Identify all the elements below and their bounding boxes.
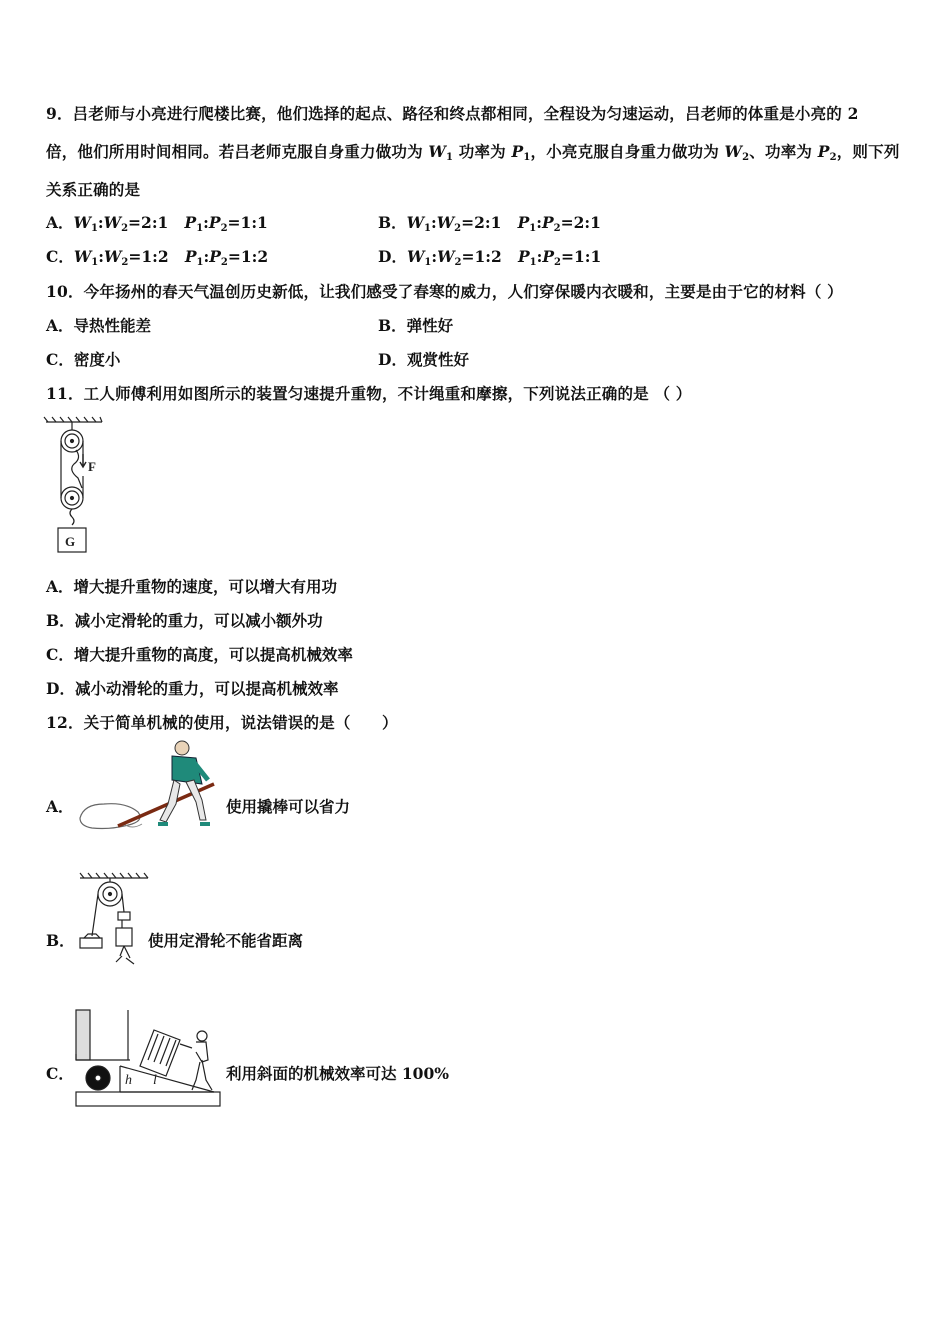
q10-option-d[interactable]: D．观赏性好 [378, 350, 469, 369]
q10-stem: 10．今年扬州的春天气温创历史新低，让我们感受了春寒的威力，人们穿保暖内衣暖和，主要是由于它的材料（ ） [46, 282, 843, 301]
q9-option-c[interactable]: C．$W_1:W_2=1:2$ $P_1:P_2=1:2$ [46, 247, 269, 268]
q11-option-d[interactable]: D．减小动滑轮的重力，可以提高机械效率 [46, 679, 339, 698]
q9-stem-line2: 倍，他们所用时间相同。若吕老师克服自身重力做功为 $W_1$ 功率为 $P_1$，小亮克服自身重力做功为 $W_2$、功率为 $P_2$，则下列 [46, 142, 900, 163]
q12-length-label: l [153, 1073, 157, 1088]
q10-option-a[interactable]: A．导热性能差 [46, 316, 152, 335]
q9-option-b[interactable]: B．$W_1:W_2=2:1$ $P_1:P_2=2:1$ [378, 213, 601, 234]
q12-option-a-text: 使用撬棒可以省力 [226, 797, 351, 816]
q9-stem-line3: 关系正确的是 [46, 180, 141, 199]
q12-option-c-label[interactable]: C． [46, 1064, 74, 1083]
q10-option-b[interactable]: B．弹性好 [378, 316, 454, 335]
q12-option-a-label[interactable]: A． [46, 797, 74, 816]
q12-fixed-pulley-figure [74, 872, 154, 976]
q12-option-b-label[interactable]: B． [46, 931, 75, 950]
q11-stem: 11．工人师傅利用如图所示的装置匀速提升重物，不计绳重和摩擦，下列说法正确的是 （ ） [46, 384, 692, 403]
q12-height-label: h [125, 1073, 132, 1088]
q10-option-c[interactable]: C．密度小 [46, 350, 121, 369]
q11-option-a[interactable]: A．增大提升重物的速度，可以增大有用功 [46, 577, 338, 596]
q11-option-b[interactable]: B．减小定滑轮的重力，可以减小额外功 [46, 611, 323, 630]
q12-option-c-text: 利用斜面的机械效率可达 100% [226, 1064, 449, 1083]
q9-option-d[interactable]: D．$W_1:W_2=1:2$ $P_1:P_2=1:1$ [378, 247, 602, 268]
q9-stem-line1: 9．吕老师与小亮进行爬楼比赛，他们选择的起点、路径和终点都相同，全程设为匀速运动，吕老师的体重是小亮的 2 [46, 104, 859, 123]
q11-force-label: F [88, 459, 96, 474]
q9-option-a[interactable]: A．$W_1:W_2=2:1$ $P_1:P_2=1:1$ [46, 213, 268, 234]
q12-option-b-text: 使用定滑轮不能省距离 [148, 931, 304, 950]
q11-pulley-figure [40, 416, 110, 558]
q11-weight-label: G [65, 534, 76, 549]
q12-crowbar-figure [74, 740, 224, 838]
q12-inclined-plane-figure [74, 1006, 226, 1110]
q11-option-c[interactable]: C．增大提升重物的高度，可以提高机械效率 [46, 645, 353, 664]
q12-stem: 12．关于简单机械的使用，说法错误的是（ ） [46, 713, 398, 732]
